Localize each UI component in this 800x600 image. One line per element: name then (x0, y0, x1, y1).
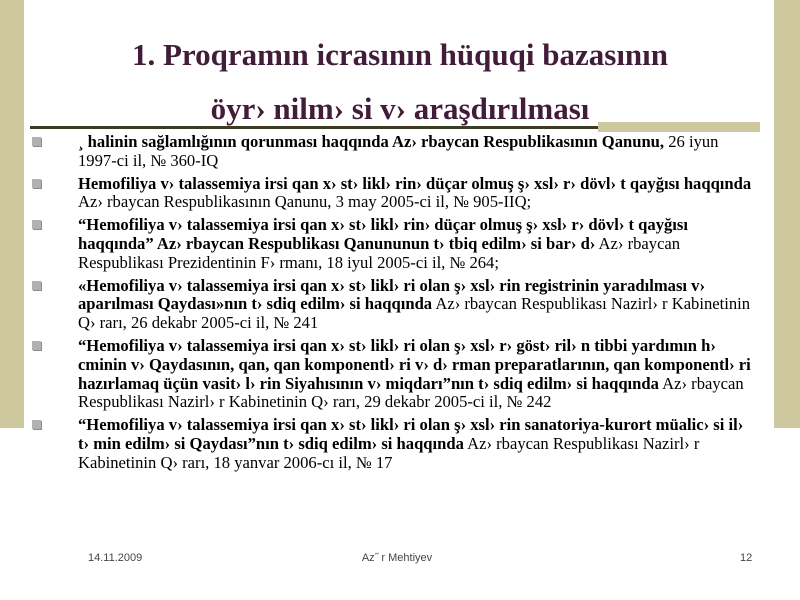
title-line-1: 1. Proqramın icrasının hüquqi bazasının (131, 37, 669, 72)
square-bullet-icon (32, 137, 41, 146)
right-decor-band (774, 0, 800, 428)
list-item (30, 337, 754, 412)
slide-title (30, 28, 770, 136)
square-bullet-icon (32, 220, 41, 229)
list-item (30, 133, 754, 171)
item-text: 26 iyun 1997-ci il, № 360-IQ (78, 132, 719, 170)
item-bold-text: “Hemofiliya v› talassemiya irsi qan x› st› likl› rin› düçar olmuş ş› xsl› r› dövl› t qayğısı haqqında” Az› rbaycan Respublikası Qanununun t› tbiq edilm› si bar› d› (78, 215, 688, 253)
item-bold-text: “Hemofiliya v› talassemiya irsi qan x› st› likl› ri olan ş› xsl› rin sanatoriya-kurort müalic› si il› t› min edilm› si Qaydası”nın t› sdiq edilm› si haqqında (78, 415, 744, 453)
item-text: Az› rbaycan Respublikası Nazirl› r Kabinetinin Q› rarı, 29 dekabr 2005-ci il, № 242 (78, 373, 744, 412)
title-line-2: öyr› nilm› si v› araşdırılması (210, 91, 590, 126)
square-bullet-icon (32, 179, 41, 188)
item-text: Az› rbaycan Respublikası Prezidentinin F› rmanı, 18 iyul 2005-ci il, № 264; (78, 233, 681, 272)
list-item (30, 277, 754, 333)
list-item (30, 216, 754, 272)
title-divider-accent (598, 122, 760, 132)
list-item (30, 175, 754, 213)
item-bold-text: Hemofiliya v› talassemiya irsi qan x› st› likl› rin› düçar olmuş ş› xsl› r› dövl› t qayğısı haqqında (78, 173, 752, 193)
left-decor-band (0, 0, 24, 428)
item-text: Az› rbaycan Respublikası Nazirl› r Kabinetinin Q› rarı, 18 yanvar 2006-cı il, № 17 (78, 433, 700, 472)
footer-page-number: 12 (740, 552, 753, 564)
bullet-list (30, 133, 754, 477)
square-bullet-icon (32, 420, 41, 429)
item-bold-text: “Hemofiliya v› talassemiya irsi qan x› st› likl› ri olan ş› xsl› r› göst› ril› n tibbi yardımın h› cminin v› Qaydasının, qan, qan komponentl› ri v› d› rman preparatlarının, qan komponentl› ri hazırlamaq üçün vasit› l› rin Siyahısının v› miqdarı”nın t› sdiq edilm› si haqqında (78, 335, 751, 393)
title-divider (30, 126, 598, 129)
list-item (30, 416, 754, 472)
footer-author: Az˝ r Mehtiyev (361, 552, 433, 564)
item-bold-text: ¸ halinin sağlamlığının qorunması haqqında Az› rbaycan Respublikasının Qanunu, (78, 132, 665, 151)
square-bullet-icon (32, 281, 41, 290)
footer-date: 14.11.2009 (88, 552, 143, 564)
square-bullet-icon (32, 341, 41, 350)
item-text: Az› rbaycan Respublikasının Qanunu, 3 may 2005-ci il, № 905-IIQ; (78, 192, 532, 212)
item-bold-text: «Hemofiliya v› talassemiya irsi qan x› st› likl› ri olan ş› xsl› rin registrinin yaradılması v› aparılması Qaydası»nın t› sdiq edilm› si haqqında (78, 275, 706, 314)
item-text: Az› rbaycan Respublikası Nazirl› r Kabinetinin Q› rarı, 26 dekabr 2005-ci il, № 241 (78, 294, 751, 333)
